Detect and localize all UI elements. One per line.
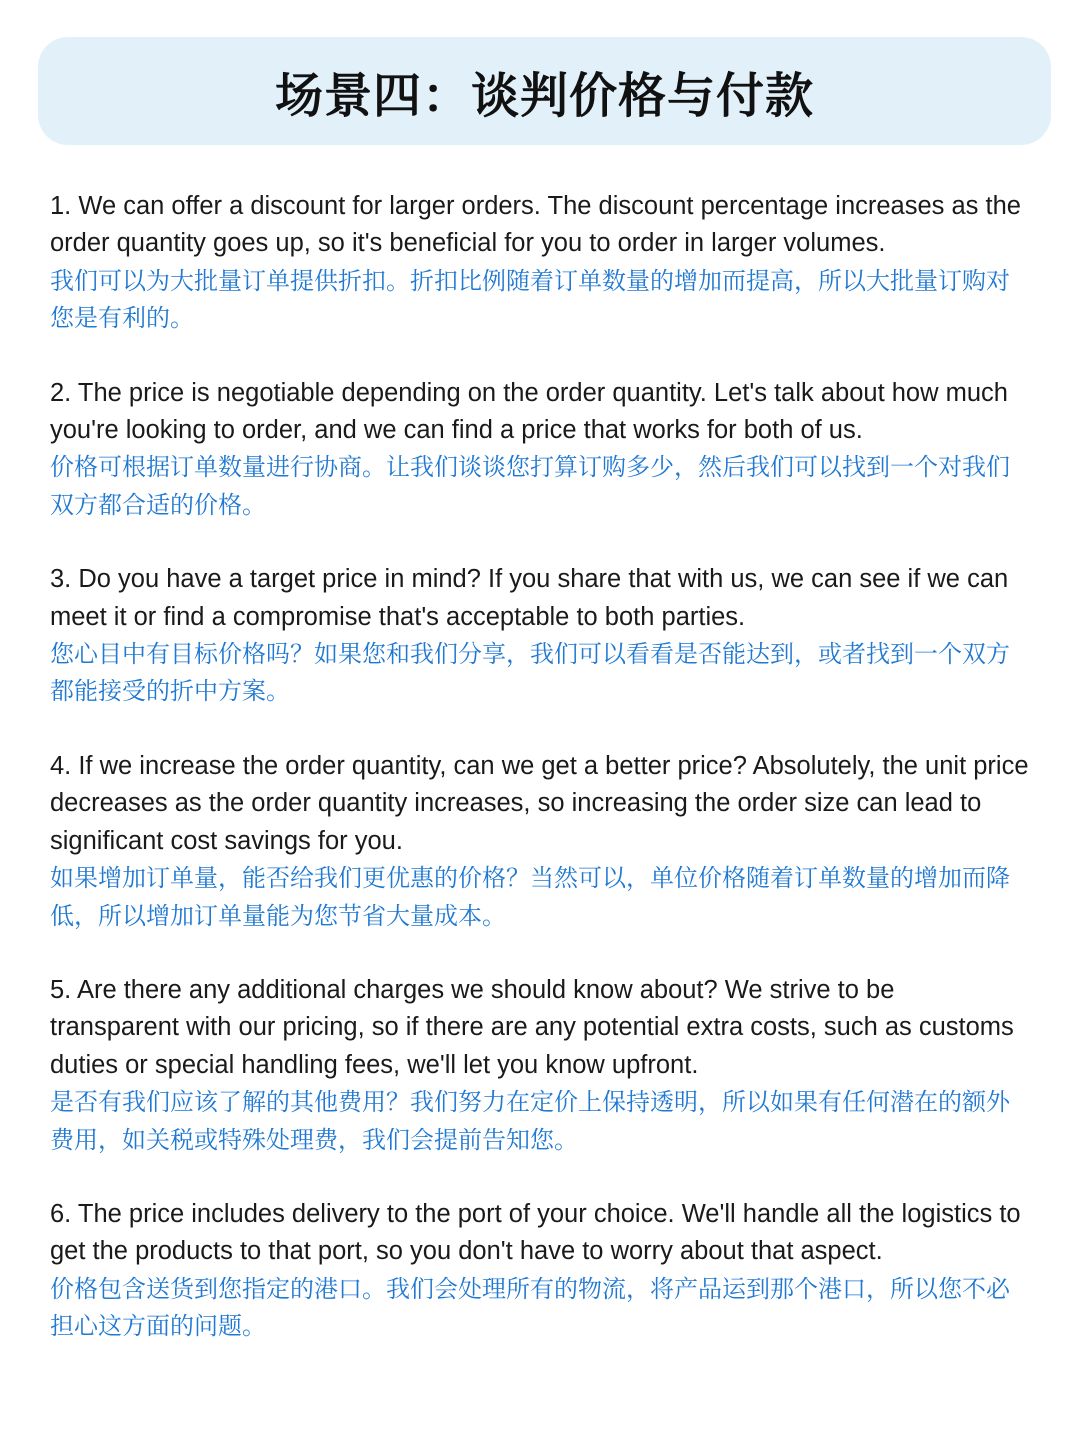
- phrase-entry-1: [50, 188, 1030, 338]
- chinese-translation: 价格可根据订单数量进行协商。让我们谈谈您打算订购多少，然后我们可以找到一个对我们双方都合适的价格。: [50, 453, 1010, 519]
- phrase-entry-6: [50, 1196, 1030, 1346]
- english-sentence: 6. The price includes delivery to the port of your choice. We'll handle all the logistics to get the products to that port, so you don't have to worry about that aspect.: [50, 1199, 1021, 1266]
- phrase-entry-2: [50, 375, 1030, 525]
- phrase-entry-5: [50, 972, 1030, 1159]
- english-sentence: 3. Do you have a target price in mind? If you share that with us, we can see if we can meet it or find a compromise that's acceptable to both parties.: [50, 565, 1009, 631]
- page-title: 场景四：谈判价格与付款: [274, 67, 814, 124]
- english-sentence: 1. We can offer a discount for larger orders. The discount percentage increases as the order quantity goes up, so it's beneficial for you to order in larger volumes.: [50, 192, 1021, 258]
- phrase-list: [50, 188, 1030, 1346]
- phrase-entry-4: [50, 748, 1030, 935]
- chinese-translation: 您心目中有目标价格吗？如果您和我们分享，我们可以看看是否能达到，或者找到一个双方都能接受的折中方案。: [50, 640, 1010, 706]
- english-sentence: 2. The price is negotiable depending on the order quantity. Let's talk about how much you're looking to order, and we can find a price that works for both of us.: [50, 378, 1008, 445]
- english-sentence: 4. If we increase the order quantity, can we get a better price? Absolutely, the unit price decreases as the order quantity increases, so increasing the order size can lead to significant cost savings for you.: [50, 751, 1029, 855]
- title-banner: [38, 37, 1051, 145]
- english-sentence: 5. Are there any additional charges we should know about? We strive to be transparent with our pricing, so if there are any potential extra costs, such as customs duties or special handling fees, we'll let you know upfront.: [50, 975, 1014, 1079]
- chinese-translation: 如果增加订单量，能否给我们更优惠的价格？当然可以，单位价格随着订单数量的增加而降低，所以增加订单量能为您节省大量成本。: [50, 864, 1010, 930]
- phrase-entry-3: [50, 561, 1030, 711]
- chinese-translation: 我们可以为大批量订单提供折扣。折扣比例随着订单数量的增加而提高，所以大批量订购对您是有利的。: [50, 266, 1010, 333]
- chinese-translation: 是否有我们应该了解的其他费用？我们努力在定价上保持透明，所以如果有任何潜在的额外费用，如关税或特殊处理费，我们会提前告知您。: [50, 1088, 1010, 1154]
- chinese-translation: 价格包含送货到您指定的港口。我们会处理所有的物流，将产品运到那个港口，所以您不必担心这方面的问题。: [50, 1274, 1010, 1341]
